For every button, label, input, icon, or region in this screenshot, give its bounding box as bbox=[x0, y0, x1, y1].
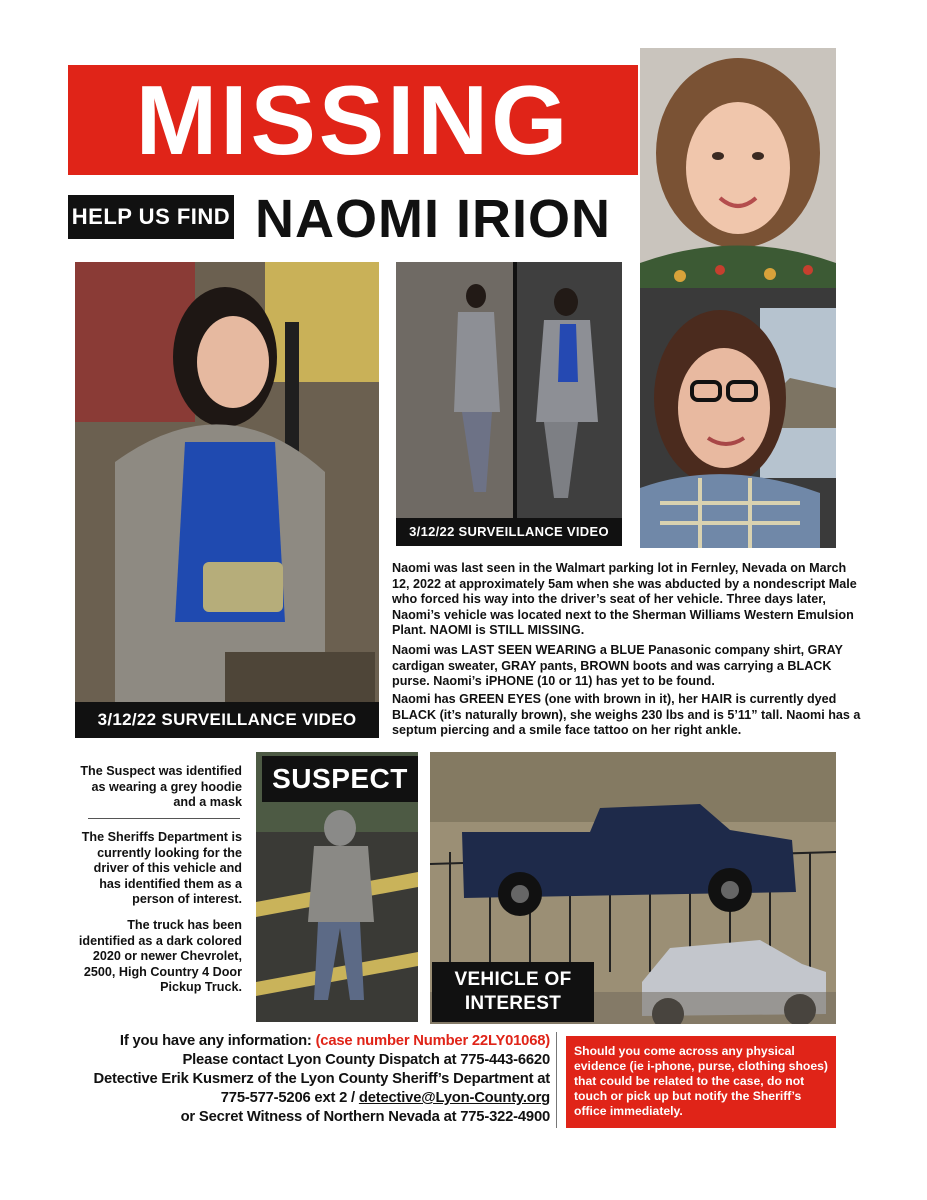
note-divider bbox=[88, 818, 240, 819]
contact-line-info bbox=[82, 1032, 550, 1051]
detective-email-link[interactable]: detective@Lyon-County.org bbox=[358, 1090, 550, 1106]
suspect-note: The Suspect was identified as wearing a grey hoodie and a mask bbox=[80, 764, 242, 809]
surveillance-photo-store bbox=[75, 262, 379, 702]
sheriff-note: The Sheriffs Department is currently looking for the driver of this vehicle and has identified them as a person of interest. bbox=[81, 830, 242, 906]
contact-info-prefix: If you have any information: bbox=[119, 1033, 316, 1049]
suspect-label: SUSPECT bbox=[262, 756, 418, 802]
portrait-photo-top bbox=[640, 48, 836, 288]
contact-info bbox=[82, 1032, 550, 1127]
surveillance-caption-store: 3/12/22 SURVEILLANCE VIDEO bbox=[75, 702, 379, 738]
contact-line-secret-witness: or Secret Witness of Northern Nevada at 775-322-4900 bbox=[180, 1109, 550, 1125]
physical-description: Naomi has GREEN EYES (one with brown in it), her HAIR is currently dyed BLACK (it’s naturally brown), she weighs 230 lbs and is 5’11” tall. Naomi has a septum piercing and a smile face tattoo on her right ankle. bbox=[392, 692, 861, 738]
vehicle-of-interest-label bbox=[432, 962, 594, 1022]
vehicle-label-line-2: INTEREST bbox=[464, 993, 562, 1014]
surveillance-caption-walking: 3/12/22 SURVEILLANCE VIDEO bbox=[396, 518, 622, 546]
missing-person-name: NAOMI IRION bbox=[255, 189, 611, 249]
evidence-warning-box: Should you come across any physical evidence (ie i-phone, purse, clothing shoes) that could be related to the case, do not touch or pick up but notify the Sheriff’s office immediately. bbox=[566, 1036, 836, 1128]
abduction-description: Naomi was last seen in the Walmart parking lot in Fernley, Nevada on March 12, 2022 at approximately 5am when she was abducted by a nondescript Male who forced his way into the driver’s seat of her vehicle. Three days later, Naomi’s vehicle was located next to the Sherman Williams Western Emulsion Plant. NAOMI is STILL MISSING. bbox=[392, 561, 857, 638]
contact-line-detective: Detective Erik Kusmerz of the Lyon County Sheriff’s Department at bbox=[93, 1071, 550, 1087]
truck-note: The truck has been identified as a dark colored 2020 or newer Chevrolet, 2500, High Country 4 Door Pickup Truck. bbox=[78, 918, 242, 994]
portrait-photo-car bbox=[640, 288, 836, 548]
missing-banner: MISSING bbox=[68, 65, 638, 175]
detective-phone: 775-577-5206 ext 2 / bbox=[220, 1090, 359, 1106]
surveillance-photo-walking bbox=[396, 262, 622, 518]
help-us-find-tag: HELP US FIND bbox=[68, 195, 234, 239]
vehicle-label-line-1: VEHICLE OF bbox=[454, 969, 572, 990]
contact-divider bbox=[556, 1032, 557, 1128]
case-number: (case number Number 22LY01068) bbox=[315, 1033, 550, 1049]
contact-line-phone bbox=[82, 1089, 550, 1108]
clothing-description: Naomi was LAST SEEN WEARING a BLUE Panasonic company shirt, GRAY cardigan sweater, GRAY pants, BROWN boots and was carrying a BLACK purse. Naomi’s iPHONE (10 or 11) has yet to be found. bbox=[392, 643, 843, 689]
contact-line-dispatch: Please contact Lyon County Dispatch at 775-443-6620 bbox=[182, 1052, 550, 1068]
